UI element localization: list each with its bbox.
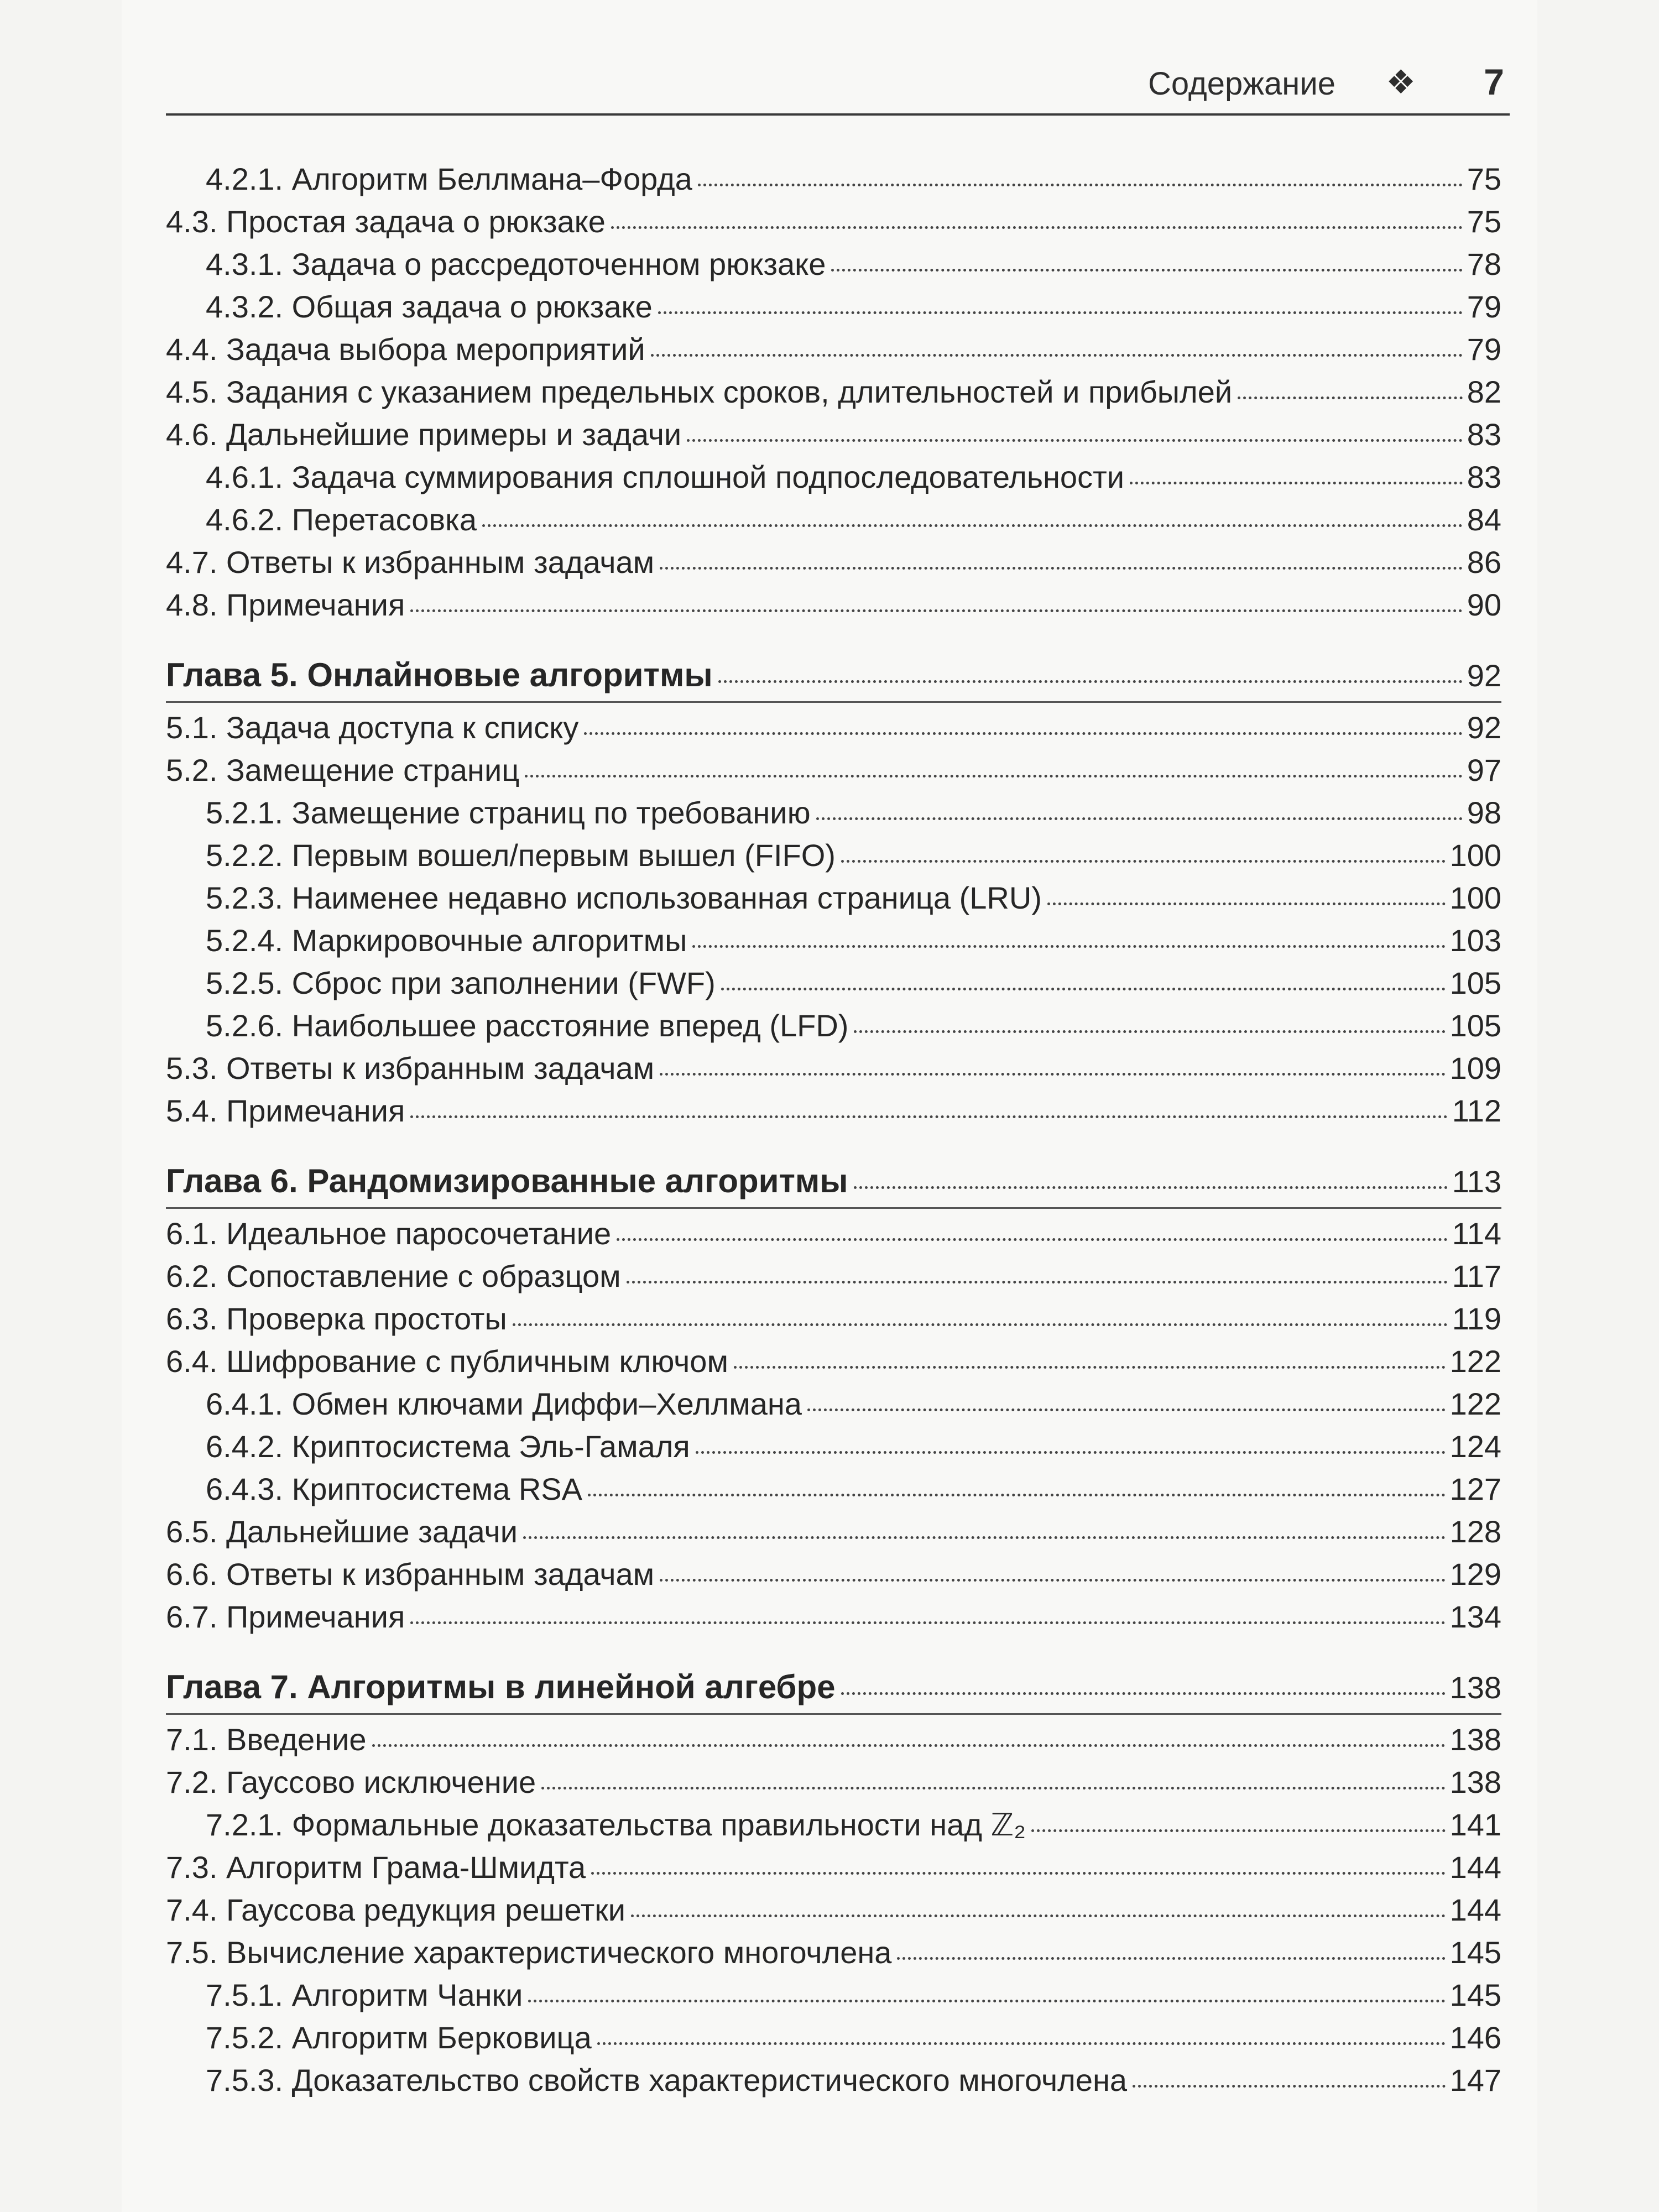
toc-entry-page: 78 (1467, 247, 1501, 281)
toc-entry (166, 243, 1501, 285)
toc-entry (166, 962, 1501, 1004)
table-of-contents (166, 158, 1501, 2101)
header-rule (166, 113, 1510, 116)
dot-leader (1133, 2085, 1446, 2088)
toc-entry-title: 4.6.1. Задача суммирования сплошной подпоследовательности (206, 460, 1124, 494)
toc-entry-page: 75 (1467, 204, 1501, 239)
toc-entry (166, 1255, 1501, 1297)
toc-entry-title: 6.4.1. Обмен ключами Диффи–Хеллмана (206, 1386, 802, 1421)
toc-chapter-entry (166, 651, 1501, 699)
toc-entry (166, 1931, 1501, 1974)
toc-entry-page: 83 (1467, 417, 1501, 452)
dot-leader (734, 1366, 1446, 1369)
dot-leader (1238, 397, 1463, 399)
toc-entry (166, 1340, 1501, 1383)
dot-leader (631, 1914, 1446, 1917)
toc-entry (166, 1383, 1501, 1425)
toc-entry-page: 114 (1452, 1216, 1501, 1251)
dot-leader (718, 680, 1463, 683)
dot-leader (721, 988, 1446, 990)
toc-entry-page: 119 (1452, 1301, 1501, 1336)
toc-entry-title: Глава 6. Рандомизированные алгоритмы (166, 1162, 848, 1199)
dot-leader (660, 567, 1463, 570)
toc-entry (166, 1974, 1501, 2016)
toc-entry-page: 128 (1449, 1514, 1501, 1549)
toc-entry-title: 7.2.1. Формальные доказательства правильности над ℤ₂ (206, 1807, 1026, 1842)
toc-entry-title: 7.5.3. Доказательство свойств характеристического многочлена (206, 2063, 1128, 2098)
toc-entry (166, 541, 1501, 583)
toc-chapter-entry (166, 1663, 1501, 1711)
dot-leader (410, 1621, 1445, 1624)
dot-leader (841, 860, 1446, 863)
toc-entry-title: 4.8. Примечания (166, 587, 405, 622)
toc-entry-page: 117 (1452, 1259, 1501, 1293)
toc-entry (166, 1718, 1501, 1761)
toc-entry-page: 79 (1467, 289, 1501, 324)
dot-leader (410, 1115, 1447, 1118)
toc-entry-page: 144 (1449, 1892, 1501, 1927)
toc-entry-page: 138 (1449, 1670, 1501, 1705)
toc-entry-title: 5.2.1. Замещение страниц по требованию (206, 795, 811, 830)
toc-entry (166, 498, 1501, 541)
toc-entry (166, 1212, 1501, 1255)
toc-entry-page: 109 (1449, 1051, 1501, 1086)
dot-leader (410, 609, 1462, 612)
dot-leader (698, 184, 1463, 186)
toc-entry-title: 4.7. Ответы к избранным задачам (166, 545, 655, 580)
toc-entry (166, 1846, 1501, 1888)
toc-entry-title: 4.6.2. Перетасовка (206, 502, 477, 537)
toc-entry-page: 145 (1449, 1978, 1501, 2012)
toc-entry-title: Глава 7. Алгоритмы в линейной алгебре (166, 1668, 836, 1705)
dot-leader (1047, 902, 1446, 905)
toc-entry-page: 84 (1467, 502, 1501, 537)
toc-entry-page: 105 (1449, 1008, 1501, 1043)
dot-leader (611, 226, 1463, 229)
toc-entry-title: 5.2.5. Сброс при заполнении (FWF) (206, 966, 716, 1000)
toc-entry (166, 1761, 1501, 1803)
dot-leader (841, 1692, 1446, 1695)
toc-entry-title: 6.5. Дальнейшие задачи (166, 1514, 518, 1549)
toc-entry-page: 138 (1449, 1722, 1501, 1757)
chapter-rule (166, 1207, 1501, 1209)
toc-entry (166, 1004, 1501, 1047)
dot-leader (854, 1186, 1448, 1189)
toc-entry-page: 103 (1449, 923, 1501, 958)
toc-entry-title: 5.2. Замещение страниц (166, 753, 520, 787)
toc-entry-title: 6.2. Сопоставление с образцом (166, 1259, 621, 1293)
toc-entry-title: 6.3. Проверка простоты (166, 1301, 507, 1336)
toc-entry-page: 100 (1449, 880, 1501, 915)
toc-entry (166, 706, 1501, 749)
dot-leader (591, 1872, 1445, 1875)
dot-leader (541, 1787, 1445, 1790)
toc-entry (166, 413, 1501, 456)
toc-entry (166, 791, 1501, 834)
toc-entry-title: 5.2.3. Наименее недавно использованная страница (LRU) (206, 880, 1042, 915)
toc-entry-title: 4.2.1. Алгоритм Беллмана–Форда (206, 161, 692, 196)
toc-entry (166, 285, 1501, 328)
ornament-icon: ❖ (1386, 64, 1416, 101)
toc-entry (166, 919, 1501, 962)
dot-leader (627, 1281, 1448, 1284)
page-number: 7 (1484, 61, 1504, 102)
toc-entry (166, 456, 1501, 498)
toc-entry-page: 90 (1467, 587, 1501, 622)
dot-leader (696, 1451, 1446, 1454)
dot-leader (854, 1030, 1445, 1033)
dot-leader (831, 269, 1462, 272)
toc-entry (166, 1803, 1501, 1846)
toc-entry-title: 4.5. Задания с указанием предельных сроков, длительностей и прибылей (166, 374, 1233, 409)
chapter-rule (166, 1713, 1501, 1715)
toc-entry-page: 75 (1467, 161, 1501, 196)
toc-entry (166, 371, 1501, 413)
toc-entry-title: 4.3.1. Задача о рассредоточенном рюкзаке (206, 247, 826, 281)
toc-entry (166, 1297, 1501, 1340)
toc-entry-title: 6.6. Ответы к избранным задачам (166, 1557, 655, 1592)
toc-entry-title: 5.2.4. Маркировочные алгоритмы (206, 923, 687, 958)
dot-leader (660, 1073, 1445, 1076)
toc-chapter-entry (166, 1157, 1501, 1205)
toc-entry-title: 6.1. Идеальное паросочетание (166, 1216, 612, 1251)
toc-entry-page: 113 (1452, 1164, 1501, 1199)
toc-entry-page: 105 (1449, 966, 1501, 1000)
toc-entry-page: 92 (1467, 658, 1501, 693)
toc-entry (166, 1888, 1501, 1931)
toc-entry-title: 6.7. Примечания (166, 1599, 405, 1634)
toc-entry-title: 4.3. Простая задача о рюкзаке (166, 204, 606, 239)
toc-entry-page: 112 (1452, 1093, 1501, 1128)
dot-leader (372, 1744, 1446, 1747)
toc-entry-page: 97 (1467, 753, 1501, 787)
toc-entry (166, 2016, 1501, 2059)
toc-entry-title: 4.6. Дальнейшие примеры и задачи (166, 417, 682, 452)
dot-leader (1130, 482, 1463, 484)
toc-entry-page: 122 (1449, 1386, 1501, 1421)
running-header (166, 61, 1510, 116)
toc-entry-title: 6.4. Шифрование с публичным ключом (166, 1344, 728, 1379)
toc-entry (166, 328, 1501, 371)
dot-leader (658, 311, 1463, 314)
toc-entry-page: 86 (1467, 545, 1501, 580)
toc-entry-title: 7.5.2. Алгоритм Берковица (206, 2020, 592, 2055)
dot-leader (807, 1408, 1446, 1411)
toc-entry-page: 146 (1449, 2020, 1501, 2055)
toc-entry-title: 7.1. Введение (166, 1722, 367, 1757)
toc-entry (166, 1595, 1501, 1638)
toc-entry-page: 92 (1467, 710, 1501, 745)
dot-leader (1031, 1829, 1446, 1832)
toc-entry-title: 6.4.2. Криптосистема Эль-Гамаля (206, 1429, 690, 1464)
toc-entry (166, 1468, 1501, 1510)
dot-leader (528, 2000, 1445, 2002)
toc-entry (166, 749, 1501, 791)
dot-leader (660, 1579, 1445, 1582)
dot-leader (525, 775, 1462, 778)
toc-entry-page: 129 (1449, 1557, 1501, 1592)
toc-entry-page: 98 (1467, 795, 1501, 830)
header-section-title: Содержание (1148, 66, 1335, 102)
dot-leader (897, 1957, 1445, 1960)
toc-entry (166, 1553, 1501, 1595)
toc-entry-page: 145 (1449, 1935, 1501, 1970)
dot-leader (482, 524, 1463, 527)
toc-entry (166, 158, 1501, 200)
toc-entry-page: 124 (1449, 1429, 1501, 1464)
toc-entry (166, 583, 1501, 626)
toc-entry-title: 6.4.3. Криптосистема RSA (206, 1472, 582, 1506)
toc-entry-title: 7.4. Гауссова редукция решетки (166, 1892, 626, 1927)
toc-entry-title: 7.5. Вычисление характеристического многочлена (166, 1935, 892, 1970)
toc-entry-title: 4.3.2. Общая задача о рюкзаке (206, 289, 653, 324)
toc-entry-page: 141 (1449, 1807, 1501, 1842)
toc-entry-title: 7.3. Алгоритм Грама-Шмидта (166, 1850, 586, 1885)
toc-entry-title: 7.2. Гауссово исключение (166, 1765, 536, 1799)
dot-leader (588, 1494, 1446, 1496)
dot-leader (597, 2042, 1446, 2045)
toc-entry-page: 138 (1449, 1765, 1501, 1799)
toc-entry-title: 5.3. Ответы к избранным задачам (166, 1051, 655, 1086)
toc-entry-title: 7.5.1. Алгоритм Чанки (206, 1978, 523, 2012)
toc-entry-page: 134 (1449, 1599, 1501, 1634)
toc-entry-title: 5.1. Задача доступа к списку (166, 710, 579, 745)
toc-entry-title: 5.2.2. Первым вошел/первым вышел (FIFO) (206, 838, 836, 873)
toc-entry-title: 4.4. Задача выбора мероприятий (166, 332, 645, 367)
dot-leader (513, 1323, 1448, 1326)
toc-entry-page: 79 (1467, 332, 1501, 367)
toc-entry (166, 200, 1501, 243)
toc-entry-title: Глава 5. Онлайновые алгоритмы (166, 656, 713, 693)
toc-entry-page: 82 (1467, 374, 1501, 409)
toc-entry-title: 5.2.6. Наибольшее расстояние вперед (LFD) (206, 1008, 849, 1043)
toc-entry (166, 1047, 1501, 1089)
toc-entry-page: 122 (1449, 1344, 1501, 1379)
dot-leader (617, 1238, 1448, 1241)
toc-entry (166, 1425, 1501, 1468)
dot-leader (523, 1536, 1446, 1539)
dot-leader (687, 439, 1463, 442)
dot-leader (651, 354, 1463, 357)
toc-entry (166, 1510, 1501, 1553)
chapter-rule (166, 701, 1501, 703)
dot-leader (584, 732, 1462, 735)
toc-entry (166, 1089, 1501, 1132)
toc-entry-page: 127 (1449, 1472, 1501, 1506)
toc-entry-page: 83 (1467, 460, 1501, 494)
toc-entry (166, 877, 1501, 919)
toc-entry-title: 5.4. Примечания (166, 1093, 405, 1128)
toc-entry (166, 2059, 1501, 2101)
dot-leader (816, 817, 1463, 820)
dot-leader (692, 945, 1445, 948)
toc-entry-page: 100 (1449, 838, 1501, 873)
toc-entry-page: 147 (1449, 2063, 1501, 2098)
toc-entry (166, 834, 1501, 877)
toc-entry-page: 144 (1449, 1850, 1501, 1885)
